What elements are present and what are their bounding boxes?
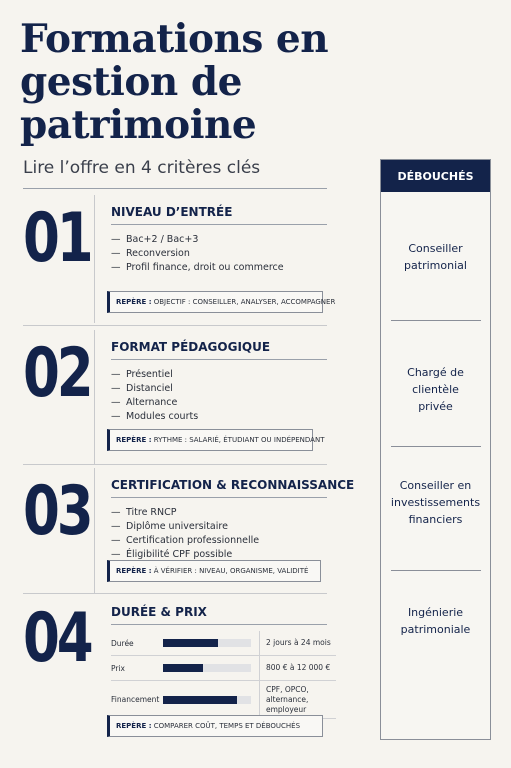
table-row xyxy=(111,681,336,719)
subtitle-divider xyxy=(23,188,327,189)
repere-text: À VÉRIFIER : NIVEAU, ORGANISME, VALIDITÉ xyxy=(153,567,309,575)
repere-label: REPÈRE : xyxy=(116,722,152,730)
section-heading: DURÉE & PRIX xyxy=(111,605,327,625)
list-item: — Présentiel xyxy=(111,369,173,380)
section-divider xyxy=(23,325,327,326)
list-item: — Modules courts xyxy=(111,411,199,422)
section-heading: CERTIFICATION & RECONNAISSANCE xyxy=(111,478,327,498)
repere-box xyxy=(107,429,325,451)
duration-price-table xyxy=(111,631,336,719)
table-row xyxy=(111,656,336,681)
repere-box xyxy=(107,715,323,737)
list-item: — Éligibilité CPF possible xyxy=(111,549,233,560)
repere-text: OBJECTIF : CONSEILLER, ANALYSER, ACCOMPAGNER xyxy=(153,298,336,306)
row-value: 2 jours à 24 mois xyxy=(266,638,331,647)
section-number: 03 xyxy=(23,472,91,551)
section-heading: FORMAT PÉDAGOGIQUE xyxy=(111,340,327,360)
list-item: — Diplôme universitaire xyxy=(111,521,228,532)
repere-label: REPÈRE : xyxy=(116,567,152,575)
section-body xyxy=(111,205,336,306)
job-item: Conseiller patrimonial xyxy=(404,242,467,272)
section-vertical-divider xyxy=(94,468,95,594)
bullet-list xyxy=(111,368,327,424)
repere-box xyxy=(107,560,321,582)
section-divider xyxy=(23,464,327,465)
list-item: — Bac+2 / Bac+3 xyxy=(111,234,199,245)
section-divider xyxy=(23,593,327,594)
job-divider xyxy=(391,446,481,447)
repere-text: RYTHME : SALARIÉ, ÉTUDIANT OU INDÉPENDANT xyxy=(153,436,325,444)
list-item: — Alternance xyxy=(111,397,178,408)
repere-text: COMPARER COÛT, TEMPS ET DÉBOUCHÉS xyxy=(153,722,301,730)
page-title: Formations en gestion de patrimoine xyxy=(20,16,329,148)
row-value: 800 € à 12 000 € xyxy=(266,663,331,672)
section-niveau-entree xyxy=(23,199,336,315)
section-duree-prix xyxy=(23,599,331,745)
section-vertical-divider xyxy=(94,330,95,465)
section-format-pedagogique xyxy=(23,334,327,450)
job-item: Chargé de clientèle privée xyxy=(407,366,464,413)
job-item: Ingénierie patrimoniale xyxy=(400,606,471,636)
list-item: — Certification professionnelle xyxy=(111,535,260,546)
page-subtitle: Lire l’offre en 4 critères clés xyxy=(23,158,261,178)
list-item: — Reconversion xyxy=(111,248,190,259)
section-number: 02 xyxy=(23,334,91,413)
row-label: Prix xyxy=(111,663,125,673)
section-heading: NIVEAU D’ENTRÉE xyxy=(111,205,327,225)
job-divider xyxy=(391,570,481,571)
bullet-list xyxy=(111,506,327,562)
section-vertical-divider xyxy=(94,195,95,323)
repere-label: REPÈRE : xyxy=(116,436,152,444)
panel-header: DÉBOUCHÉS xyxy=(381,160,490,192)
section-body xyxy=(111,340,327,444)
job-item: Conseiller en investissements financiers xyxy=(390,479,481,526)
section-certification xyxy=(23,472,355,588)
list-item: — Distanciel xyxy=(111,383,173,394)
level-bar xyxy=(163,639,251,647)
repere-box xyxy=(107,291,336,313)
section-number: 01 xyxy=(23,199,91,278)
list-item: — Titre RNCP xyxy=(111,507,177,518)
list-item: — Profil finance, droit ou commerce xyxy=(111,262,284,273)
bullet-list xyxy=(111,233,327,275)
debouches-panel xyxy=(380,159,491,740)
section-body xyxy=(111,605,331,730)
row-label: Durée xyxy=(111,638,134,648)
table-row xyxy=(111,631,336,656)
section-number: 04 xyxy=(23,599,91,678)
row-label: Financement xyxy=(111,695,160,704)
job-divider xyxy=(391,320,481,321)
section-body xyxy=(111,478,355,575)
level-bar xyxy=(163,696,251,704)
level-bar xyxy=(163,664,251,672)
repere-label: REPÈRE : xyxy=(116,298,152,306)
row-value: CPF, OPCO, alternance, employeur xyxy=(266,684,309,714)
